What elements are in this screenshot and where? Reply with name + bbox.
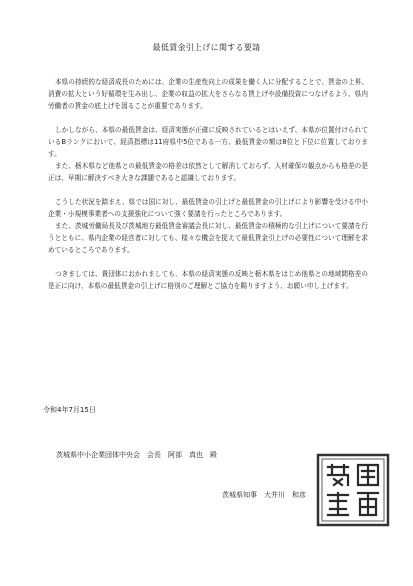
paragraph-2: しかしながら、本県の最低賃金は、経済実態が正確に反映されているとはいえず、本県が位置付けられているBランクにおいて、経済指標は11府県中5位である一方、最低賃金の額は8位と下位に位置しております。 [48, 126, 368, 158]
paragraph-5: また、茨城労働局長及び茨城地方最低賃金審議会長に対し、最低賃金の積極的な引上げについて要請を行うとともに、県内企業の経営者に対しても、様々な機会を捉えて最低賃金引上げの必要性について理解を求めているところであります。 [48, 222, 368, 254]
official-seal-stamp [316, 453, 390, 527]
paragraph-3: また、栃木県など他県との最低賃金の格差は依然として解消しておらず、人材確保の観点からも格差の是正は、早期に解決すべき大きな課題であると認識しております。 [48, 162, 368, 182]
paragraph-1: 本県の持続的な経済成長のためには、企業の生産性向上の成果を働く人に分配することで、賃金の上昇、消費の拡大という好循環を生み出し、企業の収益の拡大をさらなる賃上げや設備投資につなげるよう、県内労働者の賃金の底上げを図ることが重要であります。 [48, 78, 368, 110]
letter-body [48, 76, 368, 292]
document-title: 最低賃金引上げに関する要請 [152, 43, 261, 52]
issue-date: 令和4年7月15日 [43, 406, 96, 414]
addressee-line: 茨城県中小企業団体中央会 会長 阿部 真也 殿 [56, 451, 217, 459]
paragraph-4: こうした状況を踏まえ、県では国に対し、最低賃金の引上げと最低賃金の引上げにより影響を受ける中小企業・小規模事業者への支援強化について強く要請を行ったところであります。 [48, 198, 368, 218]
paragraph-6: つきましては、貴団体におかれましても、本県の経済実態の反映と栃木県をはじめ他県との地域間格差の是正に向け、本県の最低賃金の引上げに格別のご理解とご協力を賜りますよう、お願い申し上げます。 [48, 270, 368, 290]
sender-line: 茨城県知事 大井川 和彦 [222, 491, 306, 499]
